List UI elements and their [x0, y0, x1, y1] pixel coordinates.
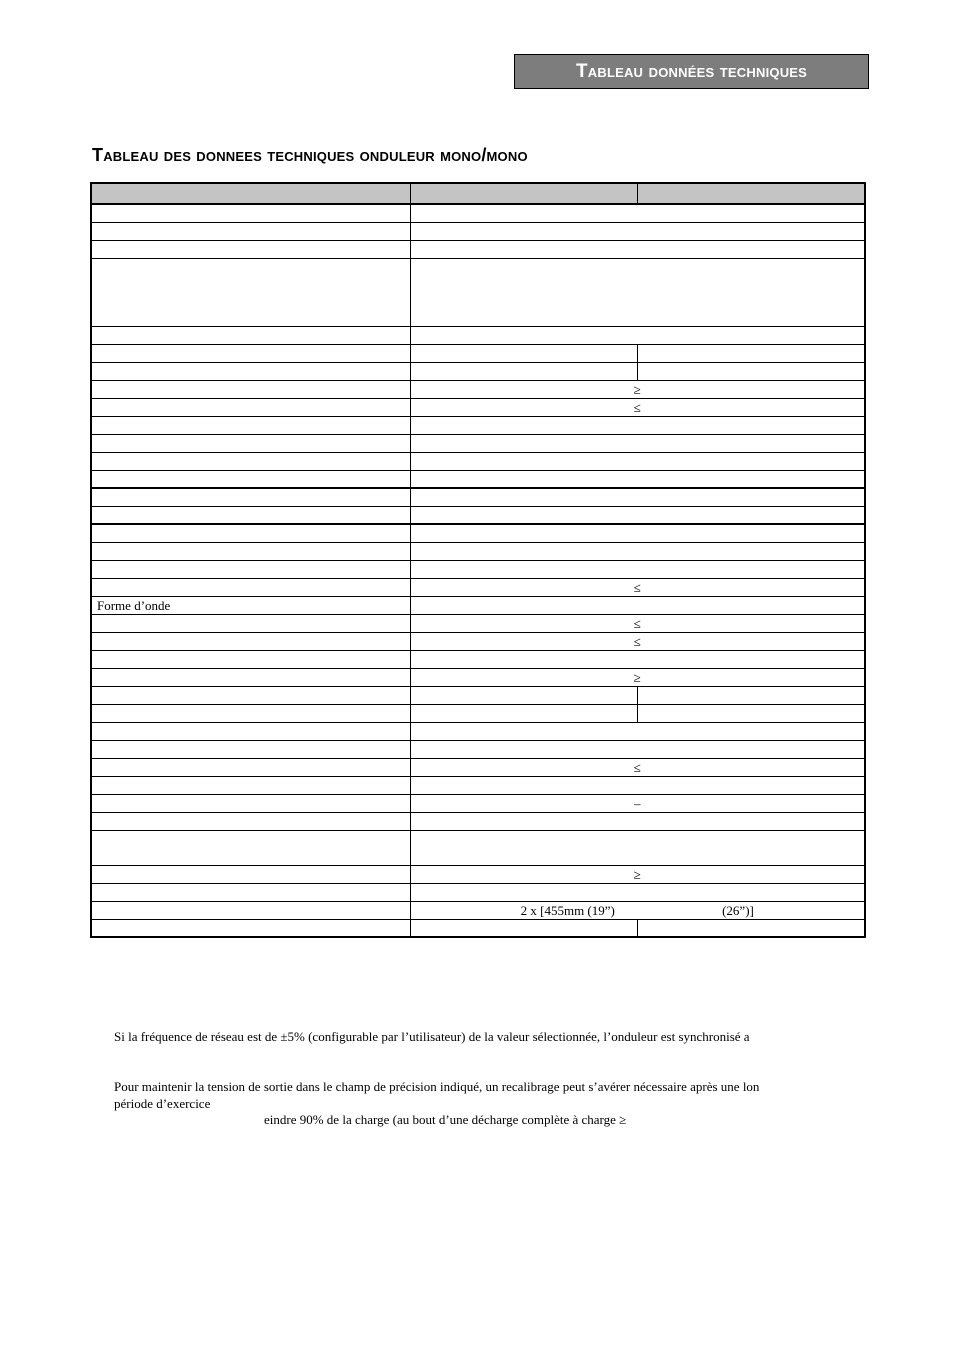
- row-label: [91, 776, 410, 794]
- row-label: [91, 452, 410, 470]
- page-header-box: [514, 54, 869, 89]
- row-label: [91, 524, 410, 542]
- row-value: ≥: [410, 865, 865, 883]
- row-value: [410, 686, 637, 704]
- row-value: [410, 488, 865, 506]
- row-label: [91, 686, 410, 704]
- row-value: [410, 812, 865, 830]
- row-label: [91, 740, 410, 758]
- row-value: [410, 362, 637, 380]
- row-label: Forme d’onde: [91, 596, 410, 614]
- table-row: [91, 326, 865, 344]
- row-label: [91, 506, 410, 524]
- table-header-cell: [410, 183, 637, 204]
- row-label: [91, 380, 410, 398]
- table-row: [91, 668, 865, 686]
- row-value: 2 x [455mm (19”) (26”)]: [410, 901, 865, 919]
- row-label: [91, 758, 410, 776]
- row-value: [410, 883, 865, 901]
- row-value: [410, 830, 865, 865]
- row-value: [410, 722, 865, 740]
- row-value: [637, 344, 865, 362]
- row-label: [91, 919, 410, 937]
- row-value: [637, 362, 865, 380]
- table-row: [91, 258, 865, 326]
- row-label: [91, 812, 410, 830]
- section-title: Tableau des donnees techniques onduleur mono/mono: [92, 145, 528, 165]
- row-value: [637, 704, 865, 722]
- row-label: [91, 470, 410, 488]
- row-value: [410, 704, 637, 722]
- table-row: [91, 632, 865, 650]
- row-value: [410, 740, 865, 758]
- row-value: ≤: [410, 614, 865, 632]
- row-value: [410, 416, 865, 434]
- table-row: [91, 204, 865, 222]
- row-value: [410, 919, 637, 937]
- row-value: ≥: [410, 668, 865, 686]
- row-label: [91, 614, 410, 632]
- table-row: [91, 883, 865, 901]
- footnote-1: Si la fréquence de réseau est de ±5% (configurable par l’utilisateur) de la valeur sélectionnée, l’onduleur est synchronisé a: [114, 1029, 750, 1044]
- row-value: [410, 326, 865, 344]
- table-row: [91, 240, 865, 258]
- row-label: [91, 830, 410, 865]
- row-value: [410, 434, 865, 452]
- table-row: [91, 812, 865, 830]
- row-value: [410, 204, 865, 222]
- row-label: [91, 632, 410, 650]
- table-header-cell: [91, 183, 410, 204]
- row-label: [91, 704, 410, 722]
- row-value: [410, 452, 865, 470]
- row-value: –: [410, 794, 865, 812]
- row-label: [91, 434, 410, 452]
- row-value: [410, 344, 637, 362]
- row-label: [91, 258, 410, 326]
- row-label: [91, 650, 410, 668]
- table-row: [91, 865, 865, 883]
- table-row: [91, 416, 865, 434]
- row-label: [91, 326, 410, 344]
- row-value: ≤: [410, 632, 865, 650]
- row-label: [91, 488, 410, 506]
- row-value: [637, 919, 865, 937]
- table-row: [91, 614, 865, 632]
- table-row: [91, 578, 865, 596]
- row-value: [410, 650, 865, 668]
- table-header-cell: [637, 183, 865, 204]
- row-value: [410, 470, 865, 488]
- table-row: [91, 488, 865, 506]
- row-value: ≤: [410, 758, 865, 776]
- row-label: [91, 344, 410, 362]
- table-row: [91, 776, 865, 794]
- table-row: [91, 758, 865, 776]
- row-value: [410, 542, 865, 560]
- row-value: [410, 240, 865, 258]
- table-row: [91, 901, 865, 919]
- footnote-2-continued: période d’exercice: [114, 1096, 211, 1111]
- table-row: [91, 470, 865, 488]
- row-label: [91, 204, 410, 222]
- row-label: [91, 398, 410, 416]
- row-value: [410, 222, 865, 240]
- table-header-row: [91, 183, 865, 204]
- table-row: [91, 452, 865, 470]
- table-row: [91, 650, 865, 668]
- row-label: [91, 883, 410, 901]
- row-value: [410, 506, 865, 524]
- row-value: [410, 524, 865, 542]
- row-value: [410, 776, 865, 794]
- table-row: [91, 524, 865, 542]
- row-label: [91, 668, 410, 686]
- row-value: ≥: [410, 380, 865, 398]
- row-label: [91, 794, 410, 812]
- table-row: [91, 740, 865, 758]
- row-label: [91, 578, 410, 596]
- table-row: [91, 830, 865, 865]
- row-label: [91, 362, 410, 380]
- table-row: [91, 222, 865, 240]
- tech-data-table: [90, 182, 866, 938]
- table-row: [91, 560, 865, 578]
- table-row: [91, 434, 865, 452]
- footnote-2: Pour maintenir la tension de sortie dans le champ de précision indiqué, un recalibrage peut s’avérer nécessaire après une lon: [114, 1079, 760, 1094]
- table-row: [91, 596, 865, 614]
- row-value: [637, 686, 865, 704]
- row-label: [91, 901, 410, 919]
- page-header-title: Tableau données techniques: [575, 60, 808, 82]
- row-label: [91, 222, 410, 240]
- table-row: [91, 398, 865, 416]
- row-value: ≤: [410, 398, 865, 416]
- row-label: [91, 865, 410, 883]
- row-value: ≤: [410, 578, 865, 596]
- row-value: [410, 596, 865, 614]
- table-row: [91, 380, 865, 398]
- table-row: [91, 919, 865, 937]
- table-row: [91, 362, 865, 380]
- table-row: [91, 704, 865, 722]
- row-label: [91, 560, 410, 578]
- row-value: [410, 560, 865, 578]
- table-row: [91, 542, 865, 560]
- table-row: [91, 686, 865, 704]
- row-label: [91, 542, 410, 560]
- table-row: [91, 794, 865, 812]
- table-row: [91, 506, 865, 524]
- table-row: [91, 722, 865, 740]
- row-label: [91, 240, 410, 258]
- row-value: [410, 258, 865, 326]
- row-label: [91, 722, 410, 740]
- table-row: [91, 344, 865, 362]
- row-label: [91, 416, 410, 434]
- table-body: [91, 204, 865, 937]
- footnote-3: eindre 90% de la charge (au bout d’une décharge complète à charge ≥: [264, 1112, 627, 1127]
